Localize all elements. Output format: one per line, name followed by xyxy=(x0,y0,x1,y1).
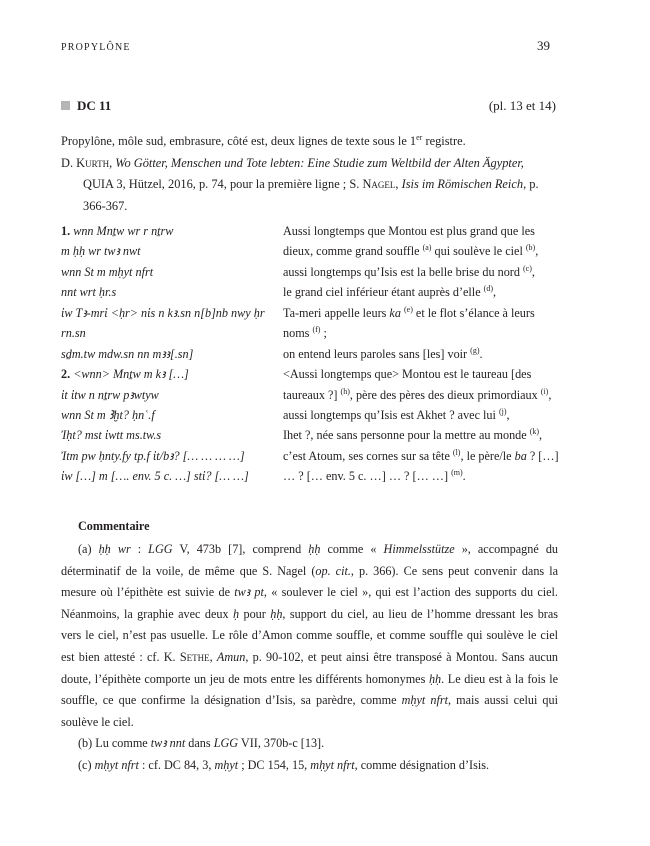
section-title: DC 11 xyxy=(77,98,112,113)
page-number: 39 xyxy=(537,38,550,53)
translation-column xyxy=(283,221,558,487)
transliteration-line: ἰt ἰtw n nṯrw pꜣwtyw xyxy=(61,387,159,402)
transliteration-line: 2. <wnn> Mnṯw m kꜣ […] xyxy=(61,367,189,382)
location-line: Propylône, môle sud, embrasure, côté est, deux lignes de texte sous le 1er registre. xyxy=(61,133,466,148)
translation-line: on entend leurs paroles sans [les] voir $^{(g)}$. xyxy=(283,345,483,361)
transliteration-line: wnn St m Ꜣḫt? ḥnʿ.f xyxy=(61,407,155,422)
translation-line: noms $^{(f)}$ ; xyxy=(283,325,327,341)
translation-line: aussi longtemps qu’Isis est Akhet ? avec lui $^{(j)}$, xyxy=(283,406,510,422)
translation-line: c’est Atoum, ses cornes sur sa tête $^{(l)}$, le père/le ba ? […] xyxy=(283,447,559,463)
transliteration-line: rn.sn xyxy=(61,326,86,341)
transliteration-line: nnt wrt ḥr.s xyxy=(61,285,117,300)
translation-line: Aussi longtemps que Montou est plus grand que les xyxy=(283,224,535,238)
transliteration-line: m ḥḥ wr twꜣ nwt xyxy=(61,244,141,259)
line-number: 1. xyxy=(61,224,71,238)
square-bullet-icon xyxy=(61,101,70,110)
commentary-body xyxy=(61,539,558,777)
section-heading xyxy=(61,98,556,116)
transliteration-line: Ἰtm pw ḥnty.fy tp.f ἰt/bꜣ? [… … … …] xyxy=(61,448,245,463)
transliteration-column xyxy=(61,221,276,487)
transliteration-line: wnn St m mḥyt nfrt xyxy=(61,264,154,279)
commentary-title: Commentaire xyxy=(78,519,150,533)
translation-line: taureaux ?] $^{(h)}$, père des pères des dieux primordiaux $^{(i)}$, xyxy=(283,386,552,402)
translation-line: dieux, comme grand souffle $^{(a)}$ qui soulève le ciel $^{(b)}$, xyxy=(283,243,539,259)
transliteration-line: ἰw Tꜣ-mrἰ <ḥr> nἰs n kꜣ.sn n[b]nb nwy ḥr xyxy=(61,305,265,320)
commentary-note-a: (a) ḥḥ wr : LGG V, 473b [7], comprend ḥḥ comme « Himmelsstütze », accompagné du déterminatif de la voile, de même que S. Nagel (op. cit., p. 366). Ce sens peut convenir dans la mesure où l’épithète est suivie de twꜣ pt, « soulever le ciel », qui est l’action des supports du ciel. Néanmoins, la graphie avec deux ḥ pour ḥḥ, support du ciel, au lieu de l’homme dressant les bras vers le ciel, n’est pas usuelle. Le rôle d’Amon comme souffle, et comme souffle qui soulève le ciel est bien attesté : cf. K. Sethe, Amun, p. 90-102, et peut ainsi être transposé à Montou. Sans aucun doute, l’épithète comporte un jeu de mots entre les différents homonymes ḥḥ. Le dieu est à la fois le souffle, ce que confirme la désignation d’Isis, sa parèdre, comme mḥyt nfrt, mais aussi celui qui soulève le ciel. xyxy=(61,542,559,729)
translation-line: aussi longtemps qu’Isis est la belle brise du nord $^{(c)}$, xyxy=(283,263,535,279)
running-title: PROPYLÔNE xyxy=(61,42,131,53)
line-number: 2. xyxy=(61,367,71,382)
commentary-note-b: (b) Lu comme twꜣ nnt dans LGG VII, 370b-c [13]. xyxy=(78,736,325,751)
transliteration-line: sḏm.tw mdw.sn nn mꜣꜣ[.sn] xyxy=(61,346,194,361)
translation-line: <Aussi longtemps que> Montou est le taureau [des xyxy=(283,367,532,382)
transliteration-line: ἰw […] m […. env. 5 c. …] stἰ? [… …] xyxy=(61,469,249,484)
translation-line: … ? [… env. 5 c. …] … ? [… …] $^{(m)}$. xyxy=(283,468,466,484)
translation-line: Ta-meri appelle leurs ka $^{(e)}$ et le flot s’élance à leurs xyxy=(283,304,535,320)
translation-line: Ihet ?, née sans personne pour la mettre au monde $^{(k)}$, xyxy=(283,427,543,443)
plate-reference: (pl. 13 et 14) xyxy=(488,98,556,113)
translation-line: le grand ciel inférieur étant auprès d’elle $^{(d)}$, xyxy=(283,284,497,300)
commentary-note-c: (c) mḥyt nfrt : cf. DC 84, 3, mḥyt ; DC 154, 15, mḥyt nfrt, comme désignation d’Isis. xyxy=(78,757,490,772)
bibliography-line: D. Kurth, Wo Götter, Menschen und Tote lebten: Eine Studie zum Weltbild der Alten Ägypter, QUIA 3, Hützel, 2016, p. 74, pour la première ligne ; S. Nagel, Isis im Römischen Reich, p. 366-367. xyxy=(61,155,539,213)
transliteration-line: Ἰḥt? mst ἰwtt ms.tw.s xyxy=(61,428,162,443)
intro-block xyxy=(61,131,556,217)
transliteration-line: 1. wnn Mnṯw wr r nṯrw xyxy=(61,224,174,238)
